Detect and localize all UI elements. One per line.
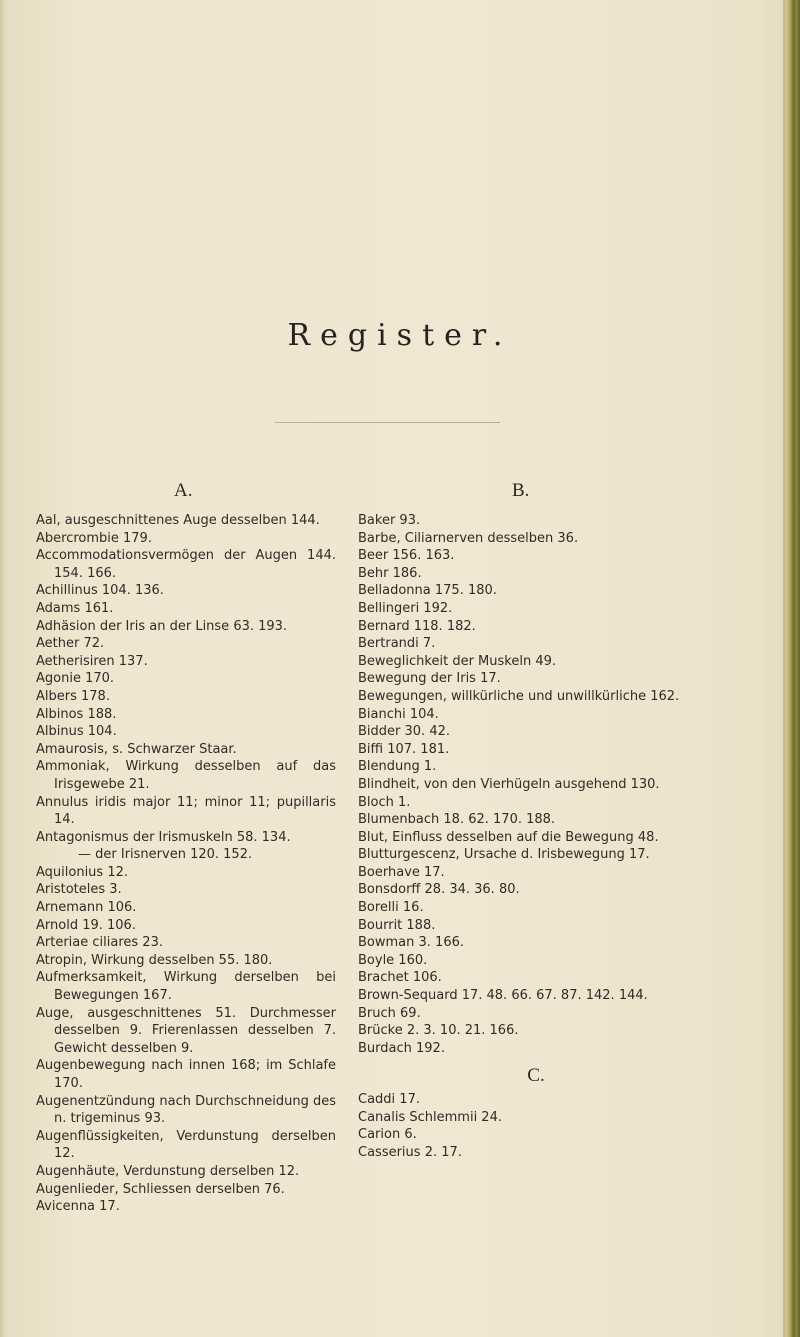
index-entry: Aether 72. <box>36 636 105 652</box>
index-entry: Antagonismus der Irismuskeln 58. 134. <box>36 829 291 845</box>
left-page-edge <box>0 0 6 1337</box>
index-entry: Brücke 2. 3. 10. 21. 166. <box>358 1023 519 1039</box>
title-rule <box>275 422 500 423</box>
index-entry: Bianchi 104. <box>358 706 439 722</box>
index-entry: Burdach 192. <box>358 1040 445 1056</box>
index-entry: Biffi 107. 181. <box>358 741 450 757</box>
index-entry: Caddi 17. <box>358 1092 420 1107</box>
index-entry: Adams 161. <box>36 600 114 616</box>
index-entry: Aal, ausgeschnittenes Auge desselben 144. <box>36 513 320 528</box>
section-b-letter: B. <box>512 480 530 501</box>
index-entry: Behr 186. <box>358 565 422 581</box>
index-entry: Accommodationsvermögen der Augen 144. 154. 166. <box>36 548 336 581</box>
index-entry: Bernard 118. 182. <box>358 618 476 634</box>
index-entry: Augenentzündung nach Durchschneidung des n. trigeminus 93. <box>36 1093 336 1127</box>
index-entry: Abercrombie 179. <box>36 530 152 546</box>
index-entry: Baker 93. <box>358 513 421 528</box>
index-entry: Belladonna 175. 180. <box>358 583 497 599</box>
index-entry: Arteriae ciliares 23. <box>36 935 163 951</box>
index-entry: Arnemann 106. <box>36 900 137 916</box>
index-entry: Albers 178. <box>36 688 110 704</box>
index-entry: Annulus iridis major 11; minor 11; pupillaris 14. <box>36 794 336 828</box>
index-entry: Beer 156. 163. <box>358 548 455 564</box>
index-entry: Bourrit 188. <box>358 917 436 933</box>
section-a-letter: A. <box>174 480 193 501</box>
index-entry: Amaurosis, s. Schwarzer Staar. <box>36 741 237 757</box>
index-entry: Borelli 16. <box>358 900 424 916</box>
index-entry: Boerhave 17. <box>358 864 445 880</box>
index-entry: Agonie 170. <box>36 671 115 687</box>
index-entry: Bloch 1. <box>358 794 411 810</box>
index-entry: Avicenna 17. <box>36 1199 120 1215</box>
index-entry: Bellingeri 192. <box>358 600 453 616</box>
index-entry: Augenflüssigkeiten, Verdunstung derselben 12. <box>36 1128 336 1162</box>
index-entry: Aufmerksamkeit, Wirkung derselben bei Bewegungen 167. <box>36 970 336 1004</box>
column-b <box>358 512 714 1161</box>
index-entry: Achillinus 104. 136. <box>36 583 164 599</box>
index-entry: Aetherisiren 137. <box>36 653 148 669</box>
index-entry: Brachet 106. <box>358 970 442 986</box>
index-entry: Albinus 104. <box>36 724 117 740</box>
index-entry: Bidder 30. 42. <box>358 724 450 740</box>
index-entry: Augenbewegung nach innen 168; im Schlafe 170. <box>36 1058 336 1091</box>
index-entry: Barbe, Ciliarnerven desselben 36. <box>358 530 579 546</box>
index-entry: Canalis Schlemmii 24. <box>358 1109 502 1125</box>
index-entry: Bonsdorff 28. 34. 36. 80. <box>358 882 520 898</box>
index-entry: Casserius 2. 17. <box>358 1144 462 1160</box>
index-entry: Bruch 69. <box>358 1005 421 1021</box>
index-entry: Ammoniak, Wirkung desselben auf das Irisgewebe 21. <box>36 759 336 792</box>
index-entry: Blut, Einfluss desselben auf die Bewegung 48. <box>358 829 659 845</box>
index-entry: Blindheit, von den Vierhügeln ausgehend 130. <box>358 776 660 792</box>
index-entry: Brown-Sequard 17. 48. 66. 67. 87. 142. 144. <box>358 988 648 1004</box>
index-entry: Auge, ausgeschnittenes 51. Durchmesser desselben 9. Frierenlassen desselben 7. Gewicht desselben 9. <box>36 1005 336 1056</box>
index-entry: Arnold 19. 106. <box>36 917 136 933</box>
index-entry: Atropin, Wirkung desselben 55. 180. <box>36 952 273 968</box>
index-entry: Beweglichkeit der Muskeln 49. <box>358 653 556 669</box>
index-subentry: — der Irisnerven 120. 152. <box>78 847 253 863</box>
index-entry: Bowman 3. 166. <box>358 935 464 951</box>
index-entry: Blutturgescenz, Ursache d. Irisbewegung 17. <box>358 847 650 863</box>
index-entry: Bewegung der Iris 17. <box>358 671 501 687</box>
index-entry: Carion 6. <box>358 1127 417 1143</box>
book-binding <box>786 0 800 1337</box>
index-entry: Blendung 1. <box>358 759 437 775</box>
page-title: Register. <box>287 318 513 353</box>
section-c-letter: C. <box>527 1065 545 1087</box>
index-entry: Blumenbach 18. 62. 170. 188. <box>358 812 556 828</box>
index-entry: Augenhäute, Verdunstung derselben 12. <box>36 1163 300 1179</box>
index-entry: Bewegungen, willkürliche und unwillkürliche 162. <box>358 688 680 704</box>
index-entry: Aquilonius 12. <box>36 864 129 880</box>
index-entry: Boyle 160. <box>358 952 428 968</box>
index-entry: Aristoteles 3. <box>36 882 122 898</box>
index-entry: Augenlieder, Schliessen derselben 76. <box>36 1181 285 1197</box>
column-a <box>36 512 336 1216</box>
index-entry: Bertrandi 7. <box>358 636 436 652</box>
index-entry: Albinos 188. <box>36 706 117 722</box>
index-entry: Adhäsion der Iris an der Linse 63. 193. <box>36 618 288 634</box>
